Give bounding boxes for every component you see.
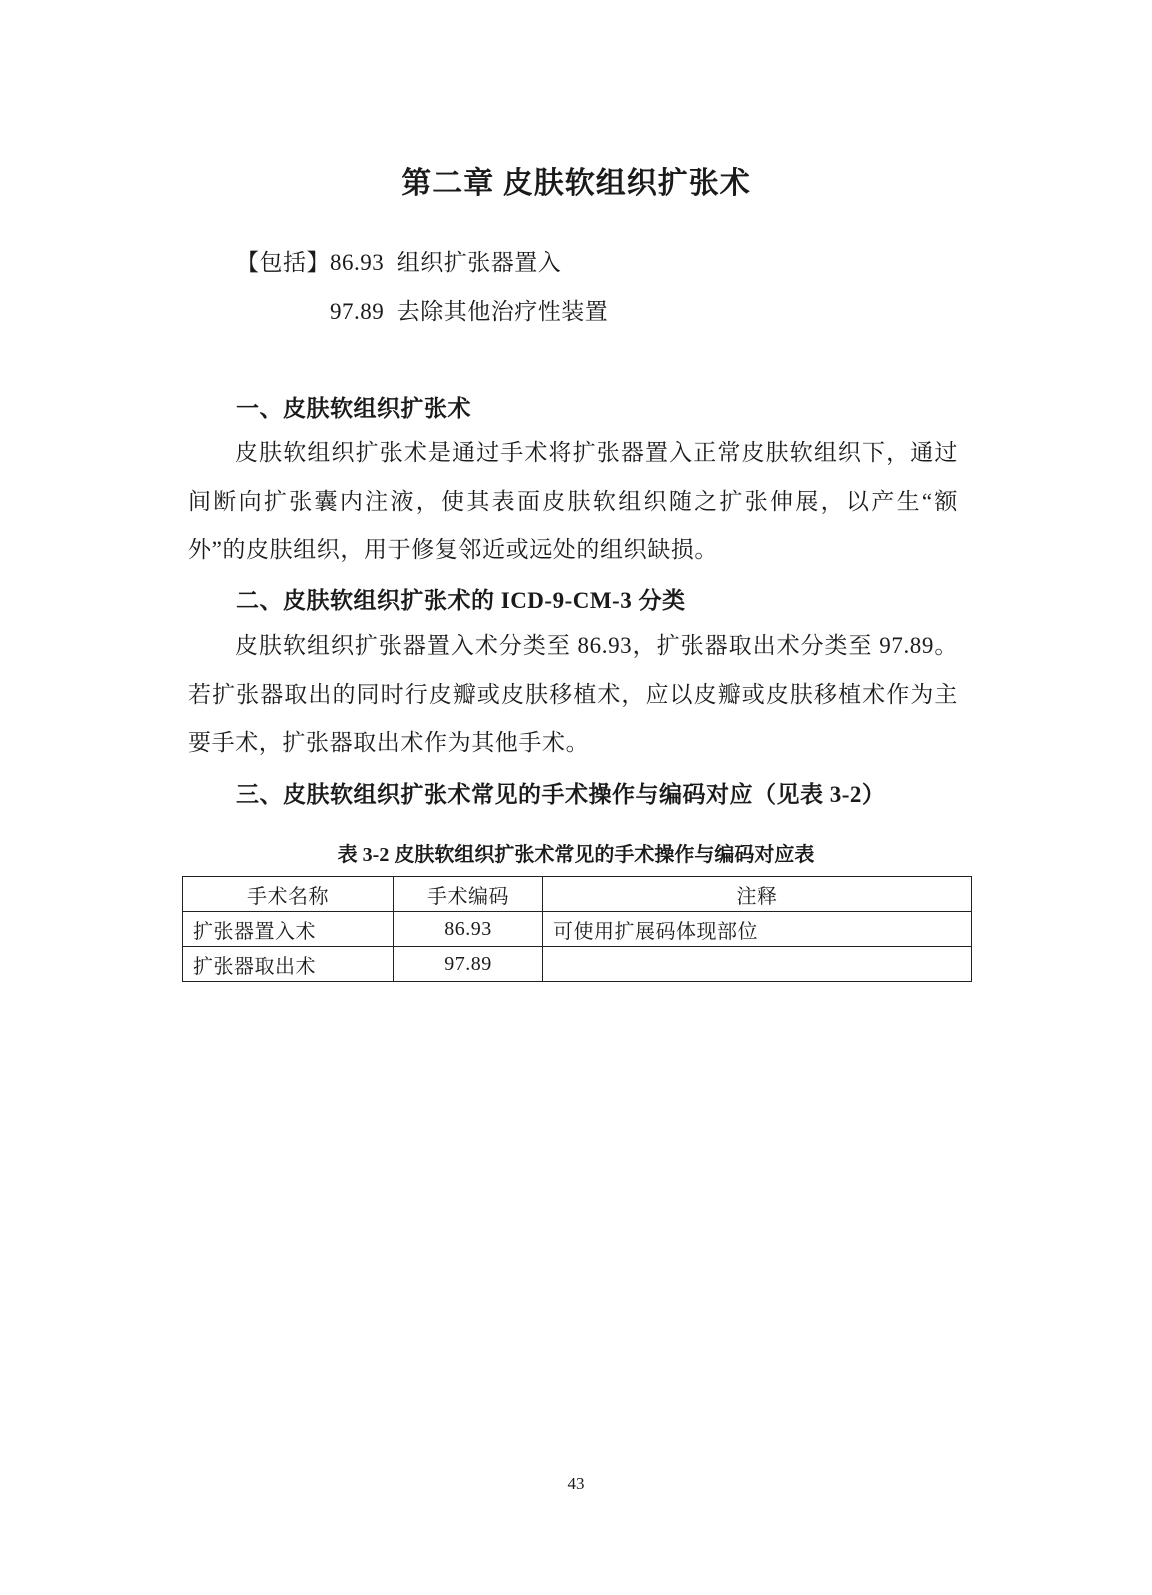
section-body-2: 皮肤软组织扩张器置入术分类至 86.93，扩张器取出术分类至 97.89。若扩张器取出的同时行皮瓣或皮肤移植术，应以皮瓣或皮肤移植术作为主要手术，扩张器取出术作为其他手术。 bbox=[188, 633, 958, 755]
cell-procedure-code: 86.93 bbox=[394, 912, 543, 947]
cell-procedure-code: 97.89 bbox=[394, 947, 543, 982]
cell-notes: 可使用扩展码体现部位 bbox=[543, 912, 972, 947]
header-notes: 注释 bbox=[543, 877, 972, 912]
header-procedure-code: 手术编码 bbox=[394, 877, 543, 912]
page-number: 43 bbox=[567, 1474, 585, 1493]
table-caption: 表 3-2 皮肤软组织扩张术常见的手术操作与编码对应表 bbox=[337, 844, 815, 866]
procedure-code-table bbox=[182, 876, 972, 982]
includes-line-1 bbox=[236, 244, 561, 277]
cell-procedure-name: 扩张器置入术 bbox=[183, 912, 394, 947]
table-row bbox=[183, 947, 972, 982]
includes-line-2 bbox=[330, 293, 608, 326]
table-row bbox=[183, 912, 972, 947]
section-heading-1: 一、皮肤软组织扩张术 bbox=[236, 396, 471, 421]
include-code: 97.89 bbox=[330, 299, 385, 324]
section-body-1: 皮肤软组织扩张术是通过手术将扩张器置入正常皮肤软组织下，通过间断向扩张囊内注液，使其表面皮肤软组织随之扩张伸展，以产生“额外”的皮肤组织，用于修复邻近或远处的组织缺损。 bbox=[188, 440, 958, 562]
include-name: 去除其他治疗性装置 bbox=[396, 299, 609, 324]
include-name: 组织扩张器置入 bbox=[396, 250, 562, 275]
section-heading-3: 三、皮肤软组织扩张术常见的手术操作与编码对应（见表 3-2） bbox=[236, 782, 886, 807]
table-header-row bbox=[183, 877, 972, 912]
includes-label: 【包括】 bbox=[236, 250, 330, 275]
cell-notes bbox=[543, 947, 972, 982]
header-procedure-name: 手术名称 bbox=[183, 877, 394, 912]
cell-procedure-name: 扩张器取出术 bbox=[183, 947, 394, 982]
section-heading-2: 二、皮肤软组织扩张术的 ICD-9-CM-3 分类 bbox=[236, 588, 686, 613]
include-code: 86.93 bbox=[330, 250, 385, 275]
chapter-title: 第二章 皮肤软组织扩张术 bbox=[401, 167, 751, 200]
